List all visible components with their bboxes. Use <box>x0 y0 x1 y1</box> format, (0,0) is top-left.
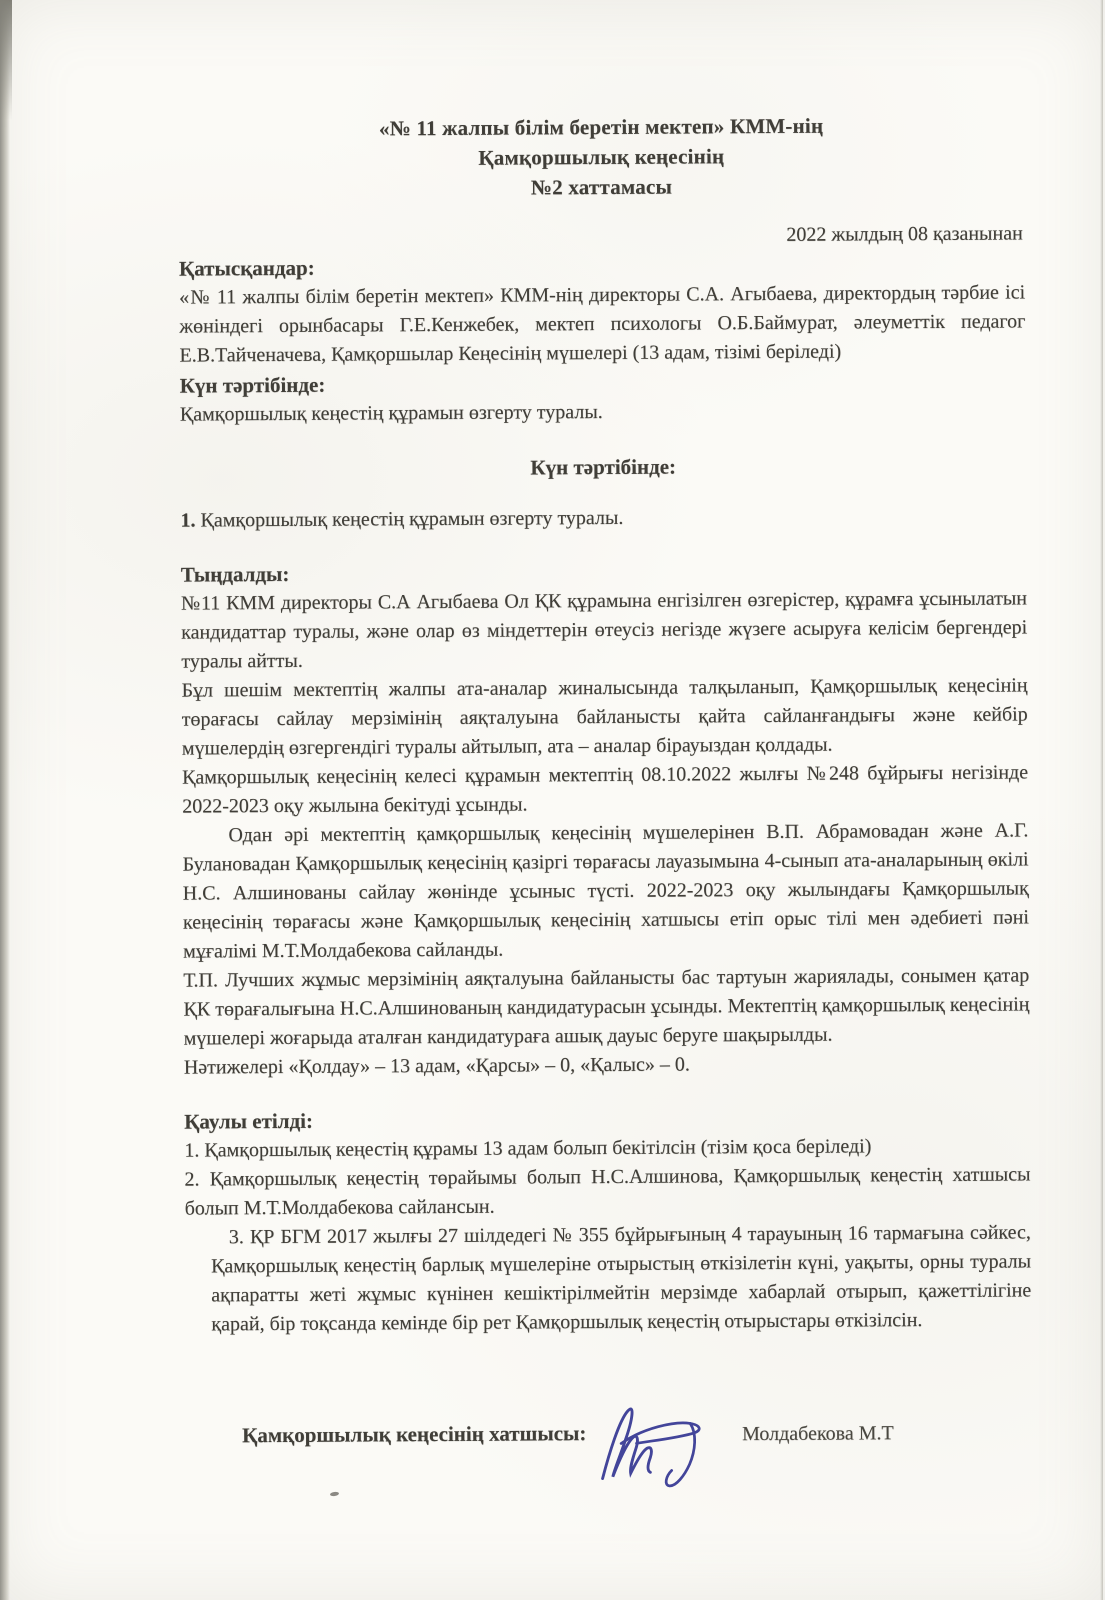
scan-edge-left-shadow <box>0 0 10 1600</box>
agenda-heading: Күн тәртібінде: <box>179 372 326 398</box>
agenda-item-text: Қамқоршылық кеңестің құрамын өзгерту туралы. <box>200 506 624 532</box>
decided-item: 3. ҚР БГМ 2017 жылғы 27 шілдедегі № 355 бұйрығының 4 тарауының 16 тармағына сәйкес, Қамқоршылық кеңестің барлық мүшелеріне отырыстың өткізілетін күні, уақыты, орны туралы ақпаратты жеті жұмыс күнінен кешіктірілмейтін мерзімде хабарлай отырып, қажеттілігіне қарай, бір тоқсанда кемінде бір рет Қамқоршылық кеңестің отырыстары өткізілсін. <box>210 1221 1032 1336</box>
scan-edge-right-line <box>1100 0 1103 1600</box>
listened-paragraph: Қамқоршылық кеңесінің келесі құрамын мектептің 08.10.2022 жылғы №248 бұйрығы негізінде 2022-2023 оқу жылына бекітуді ұсынды. <box>181 761 1029 818</box>
signature-block <box>186 1404 1032 1489</box>
listened-heading: Тыңдалды: <box>180 561 290 587</box>
signature-ink <box>592 1386 721 1495</box>
agenda-item-1 <box>180 501 1026 535</box>
participants-text: «№ 11 жалпы білім беретін мектеп» КММ-нің директоры С.А. Агыбаева, директордың тәрбие ісі жөніндегі орынбасары Г.Е.Кенжебек, мектеп психологы О.Б.Баймурат, әлеуметтік педагог Е.В.Тайченачева, Қамқоршылар Кеңесінің мүшелері (13 адам, тізімі беріледі) <box>179 281 1026 367</box>
agenda-item-number: 1. <box>180 509 196 532</box>
title-line-2: Қамқоршылық кеңесінің <box>478 144 725 170</box>
document-title <box>178 109 1025 204</box>
agenda-center-heading: Күн тәртібінде: <box>530 454 677 480</box>
listened-paragraph: Т.П. Лучших жұмыс мерзімінің аяқталуына байланысты бас тартуын жариялады, сонымен қатар ҚК төрағалығына Н.С.Алшинованың кандидатурасын ұсынды. Мектептің қамқоршылық кеңесінің мүшелері жоғарыда аталған кандидатураға ашық дауыс беруге шақырылды. <box>183 964 1030 1050</box>
voting-results-line: Нәтижелері «Қолдау» – 13 адам, «Қарсы» – 0, «Қалыс» – 0. <box>183 1053 690 1079</box>
listened-paragraph: №11 КММ директоры С.А Агыбаева Ол ҚК құрамына енгізілген өзгерістер, құрамға ұсынылатын кандидаттар туралы, және олар өз міндеттерін өтеусіз негізде жүзеге асыруға келісім бергендері туралы айтты. <box>180 587 1028 673</box>
signature-stroke-1 <box>602 1409 651 1479</box>
decided-item: 2. Қамқоршылық кеңестің төрайымы болып Н.С.Алшинова, Қамқоршылық кеңестің хатшысы болып М.Т.Молдабекова сайлансын. <box>184 1163 1031 1220</box>
scan-speck <box>330 1491 339 1496</box>
listened-paragraph: Бұл шешім мектептің жалпы ата-аналар жиналысында талқыланып, Қамқоршылық кеңесінің төрағасы сайлау мерзімінің аяқталуына байланысты қайта сайланғандығы және кейбір мүшелердің өзгергендігі туралы айтылып, ата – аналар бірауыздан қолдады. <box>181 674 1028 760</box>
signature-stroke-2 <box>621 1423 699 1444</box>
decided-heading: Қаулы етілді: <box>184 1108 314 1134</box>
listened-paragraph: Одан әрі мектептің қамқоршылық кеңесінің мүшелерінен В.П. Абрамовадан және А.Г. Булановадан Қамқоршылық кеңесінің қазіргі төрағасы лауазымына 4-сынып ата-аналарының өкілі Н.С. Алшинованы сайлау жөнінде ұсыныс түсті. 2022-2023 оқу жылындағы Қамқоршылық кеңесінің төрағасы және Қамқоршылық кеңесінің хатшысы етіп орыс тілі мен әдебиеті пәні мұғалімі М.Т.Молдабекова сайланды. <box>182 819 1029 963</box>
title-line-3: №2 хаттамасы <box>530 174 673 200</box>
title-line-1: «№ 11 жалпы білім беретін мектеп» КММ-нің <box>378 113 824 141</box>
participants-heading: Қатысқандар: <box>178 255 315 281</box>
signature-name: Молдабекова М.Т <box>742 1422 894 1446</box>
document-date: 2022 жылдың 08 қазанынан <box>786 222 1023 246</box>
document-content <box>178 109 1032 1489</box>
signature-label: Қамқоршылық кеңесінің хатшысы: <box>242 1421 587 1448</box>
agenda-text: Қамқоршылық кеңестің құрамын өзгерту туралы. <box>179 400 603 426</box>
decided-item: 1. Қамқоршылық кеңестің құрамы 13 адам болып бекітілсін (тізім қоса беріледі) <box>184 1135 872 1162</box>
